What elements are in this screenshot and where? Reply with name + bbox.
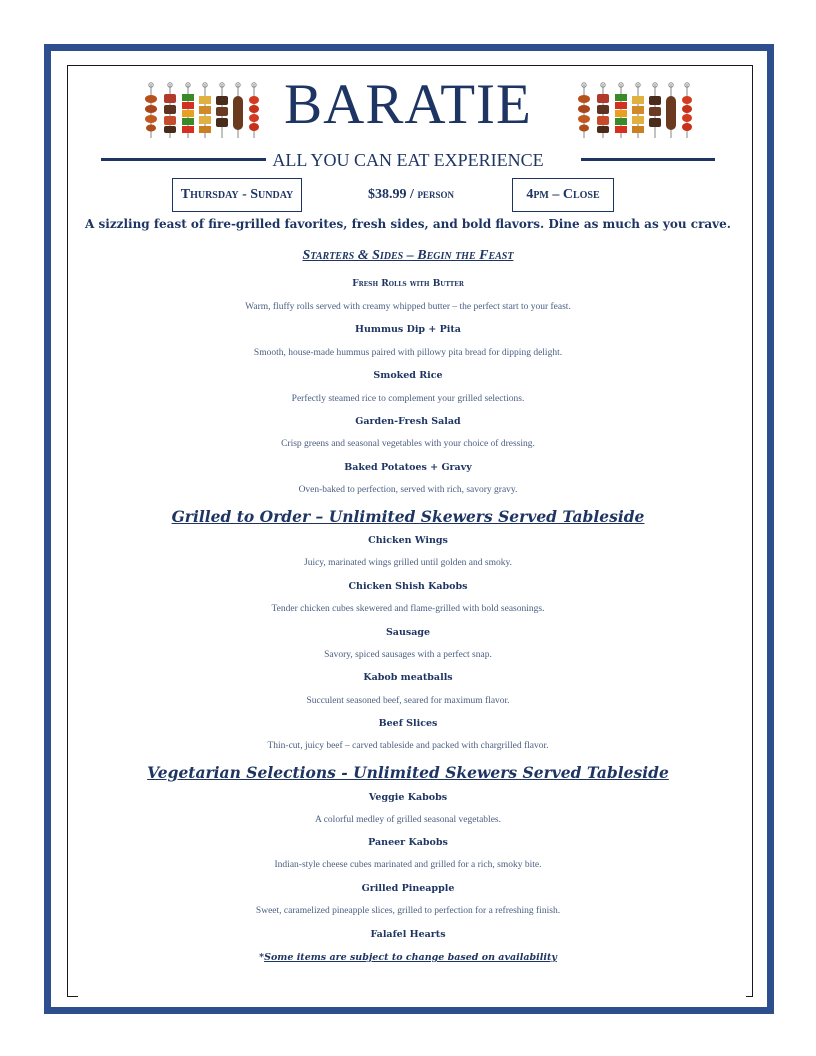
note-text: Some items are subject to change based on availability [264, 952, 557, 963]
menu-item-name: Chicken Shish Kabobs [348, 581, 468, 592]
section-title-grilled: Grilled to Order – Unlimited Skewers Served Tableside [171, 507, 645, 526]
price [300, 186, 522, 203]
menu-item-name: Sausage [385, 627, 431, 638]
menu-item-description: Perfectly steamed rice to complement your grilled selections. [291, 394, 525, 404]
menu-item-name: Kabob meatballs [363, 672, 453, 683]
menu-item-description: Oven-baked to perfection, served with rich, savory gravy. [298, 485, 518, 495]
menu-item-name: Veggie Kabobs [368, 792, 448, 803]
inner-frame [67, 65, 753, 997]
hours-box [512, 178, 614, 212]
price-amount: $38.99 / [368, 187, 414, 202]
note-asterisk: * [259, 952, 265, 963]
menu-item-name: Beef Slices [378, 718, 438, 729]
menu-item-name: Fresh Rolls with Butter [352, 279, 464, 289]
menu-item-name: Baked Potatoes + Gravy [344, 462, 472, 473]
menu-item-description: Succulent seasoned beef, seared for maximum flavor. [306, 696, 510, 706]
menu-item-description: Juicy, marinated wings grilled until golden and smoky. [304, 558, 512, 568]
menu-item-name: Hummus Dip + Pita [355, 324, 461, 335]
price-unit: person [417, 186, 454, 201]
hours-label: 4pm – Close [526, 187, 600, 202]
menu-item-name: Garden-Fresh Salad [355, 416, 461, 427]
menu-item-description: A colorful medley of grilled seasonal vegetables. [315, 815, 501, 825]
days-box [172, 178, 302, 212]
menu-item-description: Thin-cut, juicy beef – carved tableside and packed with chargrilled flavor. [267, 741, 549, 751]
tagline: A sizzling feast of fire-grilled favorites, fresh sides, and bold flavors. Dine as much as you crave. [85, 217, 731, 231]
menu-item-description: Sweet, caramelized pineapple slices, grilled to perfection for a refreshing finish. [255, 906, 561, 916]
menu-item-description: Warm, fluffy rolls served with creamy whipped butter – the perfect start to your feast. [245, 302, 571, 312]
section-title-starters: Starters & Sides – Begin the Feast [302, 248, 514, 263]
menu-item-description: Crisp greens and seasonal vegetables with your choice of dressing. [281, 439, 535, 449]
menu-item-description: Tender chicken cubes skewered and flame-grilled with bold seasonings. [271, 604, 545, 614]
section-title-vegetarian: Vegetarian Selections - Unlimited Skewers Served Tableside [147, 763, 669, 782]
page-subtitle: ALL YOU CAN EAT EXPERIENCE [272, 150, 544, 170]
menu-item-name: Paneer Kabobs [368, 837, 448, 848]
availability-note [0, 952, 816, 963]
menu-item-description: Savory, spiced sausages with a perfect snap. [324, 650, 492, 660]
menu-item-name: Smoked Rice [373, 370, 443, 381]
days-label: Thursday - Sunday [180, 187, 294, 202]
menu-item-description: Smooth, house-made hummus paired with pillowy pita bread for dipping delight. [253, 348, 563, 358]
restaurant-name: BARATIE [284, 73, 532, 136]
menu-item-description: Indian-style cheese cubes marinated and grilled for a rich, smoky bite. [274, 860, 542, 870]
menu-item-name: Chicken Wings [368, 535, 448, 546]
menu-item-name: Grilled Pineapple [361, 883, 455, 894]
menu-item-name: Falafel Hearts [370, 929, 446, 940]
